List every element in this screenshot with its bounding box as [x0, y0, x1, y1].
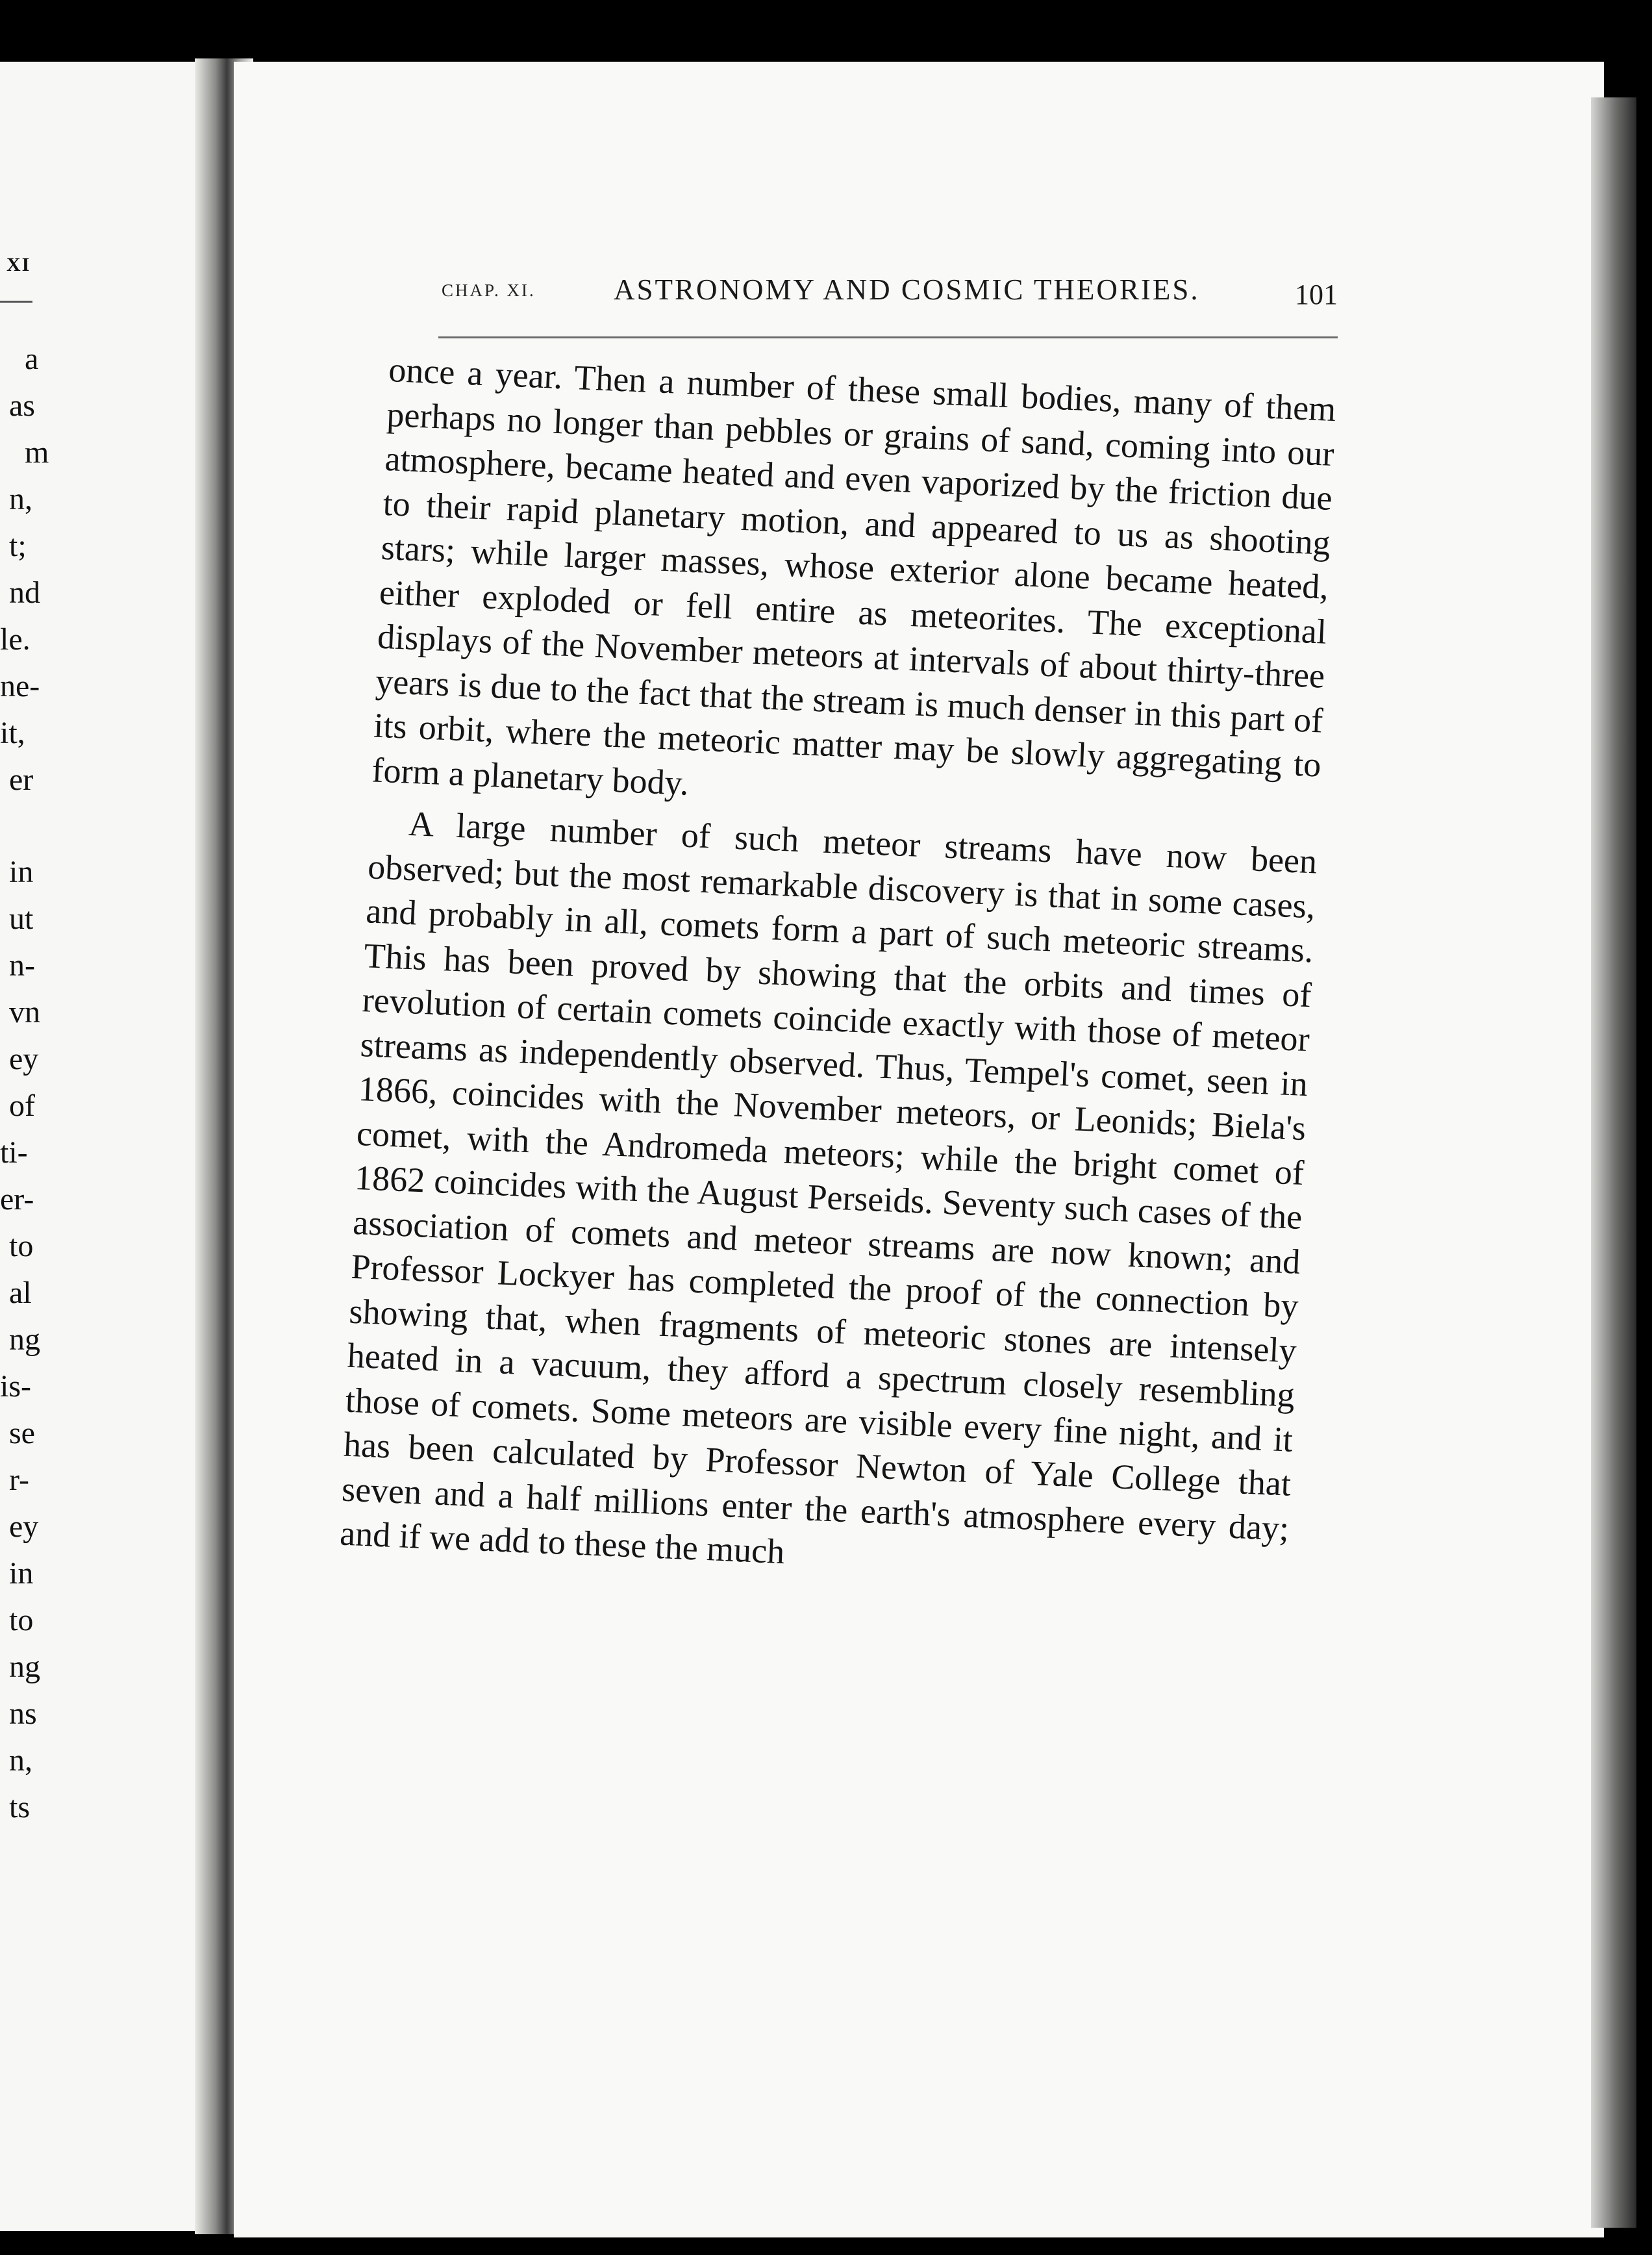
previous-page-rule: [0, 301, 32, 303]
previous-page-line-fragment: r-: [9, 1463, 30, 1497]
previous-page-line-fragment: vn: [9, 995, 40, 1029]
previous-page-line-fragment: ts: [9, 1790, 31, 1824]
previous-page-line-fragment: ut: [9, 901, 34, 936]
page-edge-shadow: [1591, 97, 1636, 2228]
previous-page-line-fragment: in: [9, 1556, 34, 1591]
previous-page-line-fragment: is-: [0, 1369, 31, 1404]
previous-page-line-fragment: m: [25, 435, 49, 470]
page-number: 101: [1295, 279, 1338, 310]
previous-page-line-fragment: er-: [0, 1182, 34, 1216]
previous-page-line-fragment: n,: [9, 1743, 32, 1778]
previous-page-line-fragment: to: [9, 1229, 34, 1263]
running-head: [442, 273, 1338, 318]
previous-page-line-fragment: in: [9, 855, 34, 889]
body-text: [339, 347, 1337, 1595]
previous-page-header-fragment: XI: [6, 254, 31, 275]
previous-page-line-fragment: to: [9, 1603, 34, 1637]
previous-page-line-fragment: ng: [9, 1322, 40, 1357]
previous-page-line-fragment: as: [9, 388, 35, 423]
previous-page-line-fragment: it,: [0, 716, 25, 750]
previous-page-line-fragment: ti-: [0, 1135, 28, 1170]
header-rule: [438, 336, 1338, 338]
paragraph: A large number of such meteor streams have now been observed; but the most remarkable discovery is that in some cases, and probably in all, comets form a part of such meteoric streams. This has been proved by showing that the orbits and times of revolution of certain comets coincide exactly with those of meteor streams as independently observed. Thus, Tempel's comet, seen in 1866, coincides with the November meteors, or Leonids; Biela's comet, with the Andromeda meteors; while the bright comet of 1862 coincides with the August Perseids. Seventy such cases of the association of comets and meteor streams are now known; and Professor Lockyer has completed the proof of the connection by showing that, when fragments of meteoric stones are intensely heated in a vacuum, they afford a spectrum closely resembling those of comets. Some meteors are visible every fine night, and it has been calculated by Professor Newton of Yale College that seven and a half millions enter the earth's atmosphere every day; and if we add to these the much: [339, 803, 1318, 1572]
page-title: ASTRONOMY AND COSMIC THEORIES.: [614, 273, 1200, 306]
previous-page-line-fragment: al: [9, 1276, 32, 1310]
previous-page-line-fragment: ey: [9, 1042, 39, 1076]
previous-page-line-fragment: le.: [0, 622, 31, 657]
previous-page-line-fragment: ns: [9, 1696, 37, 1731]
previous-page-line-fragment: se: [9, 1416, 35, 1450]
previous-page-line-fragment: of: [9, 1089, 35, 1123]
previous-page-line-fragment: er: [9, 762, 34, 797]
previous-page-line-fragment: ey: [9, 1509, 39, 1544]
previous-page-line-fragment: ne-: [0, 669, 40, 703]
previous-page-line-fragment: nd: [9, 575, 40, 610]
previous-page-line-fragment: n-: [9, 948, 35, 983]
chapter-label: CHAP. XI.: [442, 281, 536, 300]
previous-page-line-fragment: ng: [9, 1650, 40, 1684]
previous-page-line-fragment: a: [25, 342, 39, 376]
previous-page-line-fragment: n,: [9, 482, 32, 516]
paragraph-continued: once a year. Then a number of these small bodies, many of them perhaps no longer than pebbles or grains of sand, coming into our atmosphere, became heated and even vaporized by the friction due to their rapid planetary motion, and appeared to us as shooting stars; while larger masses, whose exterior alone became heated, either exploded or fell entire as meteorites. The exceptional displays of the November meteors at intervals of about thirty-three years is due to the fact that the stream is much denser in this part of its orbit, where the meteoric matter may be slowly aggregating to form a planetary body.: [371, 349, 1337, 803]
previous-page: [0, 62, 224, 2231]
previous-page-line-fragment: t;: [9, 529, 27, 563]
